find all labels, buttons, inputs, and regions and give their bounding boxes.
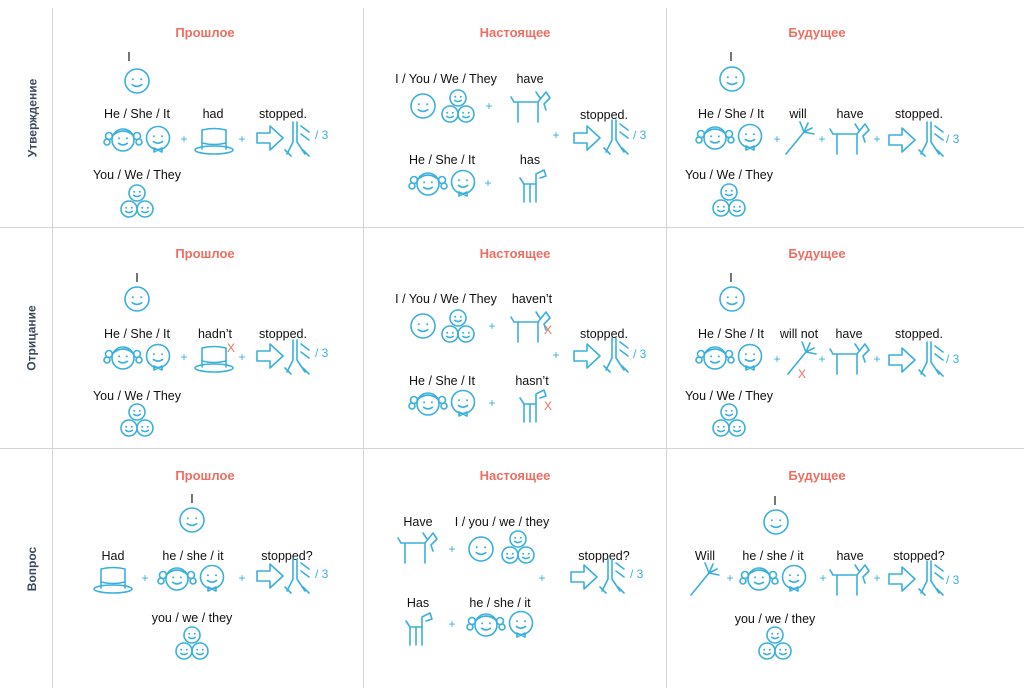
plus-sign: + xyxy=(238,132,246,146)
auxiliary-have: have xyxy=(836,549,864,563)
row-label-question: Вопрос xyxy=(25,546,40,592)
stopped-legs-icon xyxy=(596,557,626,595)
stopped-legs-icon xyxy=(915,120,945,158)
pronoun-you-we-they: You / We / They xyxy=(92,168,182,182)
face-icon xyxy=(735,122,765,154)
girl-icon xyxy=(103,124,143,156)
pronoun-i: I xyxy=(135,271,139,285)
verb-stopped: stopped? xyxy=(893,549,945,563)
face-icon xyxy=(717,64,747,94)
tense-header-present: Настоящее xyxy=(479,25,551,40)
group-faces-icon xyxy=(119,183,155,219)
plus-sign: + xyxy=(552,128,560,142)
pronoun-he-she-it: he / she / it xyxy=(742,549,804,563)
group-faces-icon xyxy=(711,402,747,438)
third-form-label: / 3 xyxy=(315,128,329,142)
plus-sign: + xyxy=(485,99,493,113)
negation-cross: X xyxy=(543,323,553,337)
face-icon xyxy=(177,505,207,535)
plus-sign: + xyxy=(773,352,781,366)
pronoun-i: I xyxy=(729,50,733,64)
row-label-negative: Отрицание xyxy=(25,305,40,371)
verb-stopped: stopped? xyxy=(578,549,630,563)
plus-sign: + xyxy=(180,132,188,146)
pronoun-i: I xyxy=(729,271,733,285)
auxiliary-have: have xyxy=(835,327,863,341)
top-hat-icon xyxy=(92,563,134,595)
auxiliary-had: had xyxy=(202,107,224,121)
stopped-legs-icon xyxy=(600,336,630,374)
face-icon xyxy=(761,507,791,537)
cell-past-question xyxy=(53,449,363,689)
cell-future-question xyxy=(667,449,1024,689)
cell-past-affirmative xyxy=(53,0,363,227)
stopped-legs-icon xyxy=(600,118,630,156)
tense-header-future: Будущее xyxy=(788,246,846,261)
third-form-label: / 3 xyxy=(946,352,960,366)
face-icon xyxy=(408,311,438,341)
tense-header-past: Прошлое xyxy=(175,246,235,261)
cell-future-negative xyxy=(667,228,1024,448)
standing-dog-icon xyxy=(400,609,434,649)
pronouns-plural: I / You / We / They xyxy=(395,72,497,86)
plus-sign: + xyxy=(538,571,546,585)
face-icon xyxy=(408,91,438,121)
row-label-affirmative: Утверждение xyxy=(25,78,40,157)
pronouns-single: He / She / It xyxy=(408,374,476,388)
verb-stopped: stopped. xyxy=(259,107,307,121)
third-form-label: / 3 xyxy=(946,573,960,587)
pronouns-plural: I / you / we / they xyxy=(454,515,550,529)
pronoun-you-we-they: You / We / They xyxy=(684,389,774,403)
group-faces-icon xyxy=(757,625,793,661)
plus-sign: + xyxy=(238,571,246,585)
girl-icon xyxy=(408,168,448,200)
group-faces-icon xyxy=(119,402,155,438)
auxiliary-have: have xyxy=(516,72,544,86)
plus-sign: + xyxy=(873,571,881,585)
verb-stopped: stopped. xyxy=(895,107,943,121)
cell-present-question xyxy=(364,449,666,689)
top-hat-icon xyxy=(193,124,235,156)
pronouns-single: He / She / It xyxy=(408,153,476,167)
face-icon xyxy=(448,388,478,420)
negation-cross: X xyxy=(543,399,553,413)
girl-icon xyxy=(466,609,506,641)
auxiliary-will-not: will not xyxy=(779,327,819,341)
dog-icon xyxy=(397,529,439,565)
auxiliary-hadnt: hadn’t xyxy=(197,327,233,341)
plus-sign: + xyxy=(818,132,826,146)
pronoun-he-she-it: He / She / It xyxy=(697,107,765,121)
dog-icon xyxy=(510,88,552,124)
face-icon xyxy=(143,124,173,156)
pronoun-he-she-it: He / She / It xyxy=(103,327,171,341)
plus-sign: + xyxy=(726,571,734,585)
arrow-icon xyxy=(887,126,917,154)
plus-sign: + xyxy=(238,350,246,364)
group-faces-icon xyxy=(174,625,210,661)
group-faces-icon xyxy=(440,308,476,344)
cell-present-affirmative xyxy=(364,0,666,227)
tense-header-past: Прошлое xyxy=(175,468,235,483)
plus-sign: + xyxy=(773,132,781,146)
arrow-icon xyxy=(887,565,917,593)
face-icon xyxy=(717,284,747,314)
negation-cross: X xyxy=(226,341,236,355)
girl-icon xyxy=(408,388,448,420)
pronoun-he-she-it: he / she / it xyxy=(162,549,224,563)
pitchfork-icon xyxy=(687,561,721,597)
face-icon xyxy=(735,342,765,374)
auxiliary-hasnt: hasn’t xyxy=(515,374,549,388)
face-icon xyxy=(779,563,809,595)
auxiliary-will: Will xyxy=(694,549,716,563)
auxiliary-have: Have xyxy=(403,515,433,529)
tense-header-present: Настоящее xyxy=(479,468,551,483)
tense-header-future: Будущее xyxy=(788,25,846,40)
third-form-label: / 3 xyxy=(315,567,329,581)
verb-stopped: stopped. xyxy=(259,327,307,341)
cell-past-negative xyxy=(53,228,363,448)
third-form-label: / 3 xyxy=(630,567,644,581)
plus-sign: + xyxy=(488,319,496,333)
plus-sign: + xyxy=(448,617,456,631)
auxiliary-have: have xyxy=(836,107,864,121)
face-icon xyxy=(466,534,496,564)
plus-sign: + xyxy=(180,350,188,364)
girl-icon xyxy=(695,342,735,374)
cell-present-negative xyxy=(364,228,666,448)
group-faces-icon xyxy=(500,529,536,565)
stopped-legs-icon xyxy=(915,340,945,378)
pronoun-you-we-they: you / we / they xyxy=(151,611,233,625)
plus-sign: + xyxy=(484,176,492,190)
pronoun-i: I xyxy=(127,50,131,64)
standing-dog-icon xyxy=(514,386,548,426)
plus-sign: + xyxy=(873,132,881,146)
plus-sign: + xyxy=(448,542,456,556)
dog-icon xyxy=(829,561,871,597)
face-icon xyxy=(122,284,152,314)
face-icon xyxy=(197,563,227,595)
pronoun-you-we-they: You / We / They xyxy=(684,168,774,182)
dog-icon xyxy=(829,120,871,156)
auxiliary-has: has xyxy=(519,153,541,167)
pronoun-you-we-they: you / we / they xyxy=(734,612,816,626)
plus-sign: + xyxy=(818,352,826,366)
girl-icon xyxy=(695,122,735,154)
third-form-label: / 3 xyxy=(633,128,647,142)
verb-stopped: stopped. xyxy=(895,327,943,341)
pronouns-plural: I / You / We / They xyxy=(395,292,497,306)
verb-stopped: stopped. xyxy=(580,327,628,341)
pronoun-he-she-it: He / She / It xyxy=(103,107,171,121)
face-icon xyxy=(122,66,152,96)
negation-cross: X xyxy=(797,367,807,381)
plus-sign: + xyxy=(873,352,881,366)
face-icon xyxy=(143,342,173,374)
stopped-legs-icon xyxy=(281,120,311,158)
auxiliary-will: will xyxy=(789,107,807,121)
pitchfork-icon xyxy=(782,120,816,156)
tense-header-present: Настоящее xyxy=(479,246,551,261)
cell-future-affirmative xyxy=(667,0,1024,227)
pronoun-he-she-it: He / She / It xyxy=(697,327,765,341)
auxiliary-havent: haven’t xyxy=(511,292,553,306)
girl-icon xyxy=(103,342,143,374)
auxiliary-has: Has xyxy=(406,596,430,610)
face-icon xyxy=(448,168,478,200)
stopped-legs-icon xyxy=(281,557,311,595)
arrow-icon xyxy=(572,124,602,152)
girl-icon xyxy=(157,563,197,595)
third-form-label: / 3 xyxy=(315,346,329,360)
arrow-icon xyxy=(569,563,599,591)
pronoun-i: I xyxy=(773,494,777,508)
group-faces-icon xyxy=(440,88,476,124)
pronoun-you-we-they: You / We / They xyxy=(92,389,182,403)
plus-sign: + xyxy=(488,396,496,410)
standing-dog-icon xyxy=(514,166,548,206)
face-icon xyxy=(506,609,536,641)
dog-icon xyxy=(829,340,871,376)
third-form-label: / 3 xyxy=(633,347,647,361)
plus-sign: + xyxy=(552,348,560,362)
stopped-legs-icon xyxy=(915,559,945,597)
tense-header-past: Прошлое xyxy=(175,25,235,40)
plus-sign: + xyxy=(141,571,149,585)
verb-stopped: stopped? xyxy=(261,549,313,563)
stopped-legs-icon xyxy=(281,338,311,376)
verb-stopped: stopped. xyxy=(580,108,628,122)
pronouns-single: he / she / it xyxy=(469,596,531,610)
arrow-icon xyxy=(572,342,602,370)
tense-header-future: Будущее xyxy=(788,468,846,483)
group-faces-icon xyxy=(711,182,747,218)
girl-icon xyxy=(739,563,779,595)
pronoun-i: I xyxy=(190,492,194,506)
third-form-label: / 3 xyxy=(946,132,960,146)
plus-sign: + xyxy=(819,571,827,585)
auxiliary-had: Had xyxy=(101,549,125,563)
arrow-icon xyxy=(887,346,917,374)
